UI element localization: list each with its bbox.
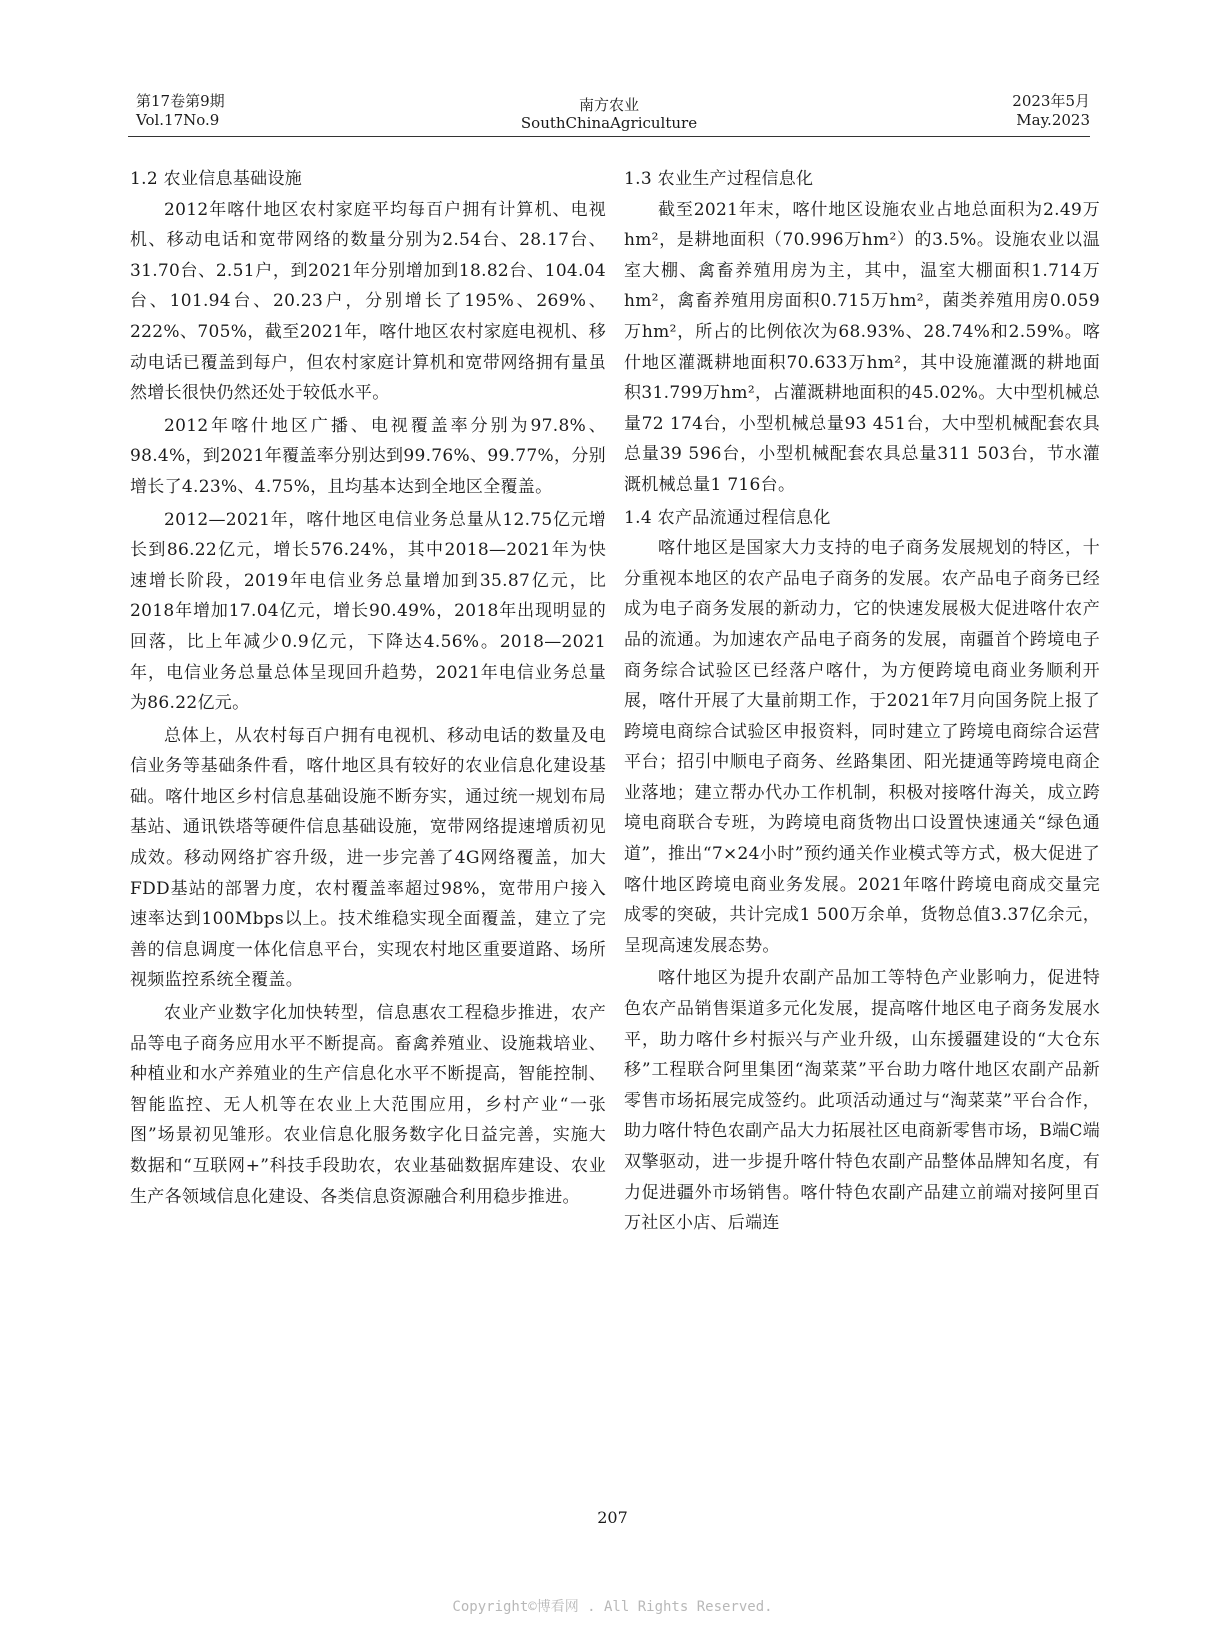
header-rule	[128, 136, 1090, 137]
paragraph: 总体上，从农村每百户拥有电视机、移动电话的数量及电信业务等基础条件看，喀什地区具有较好的农业信息化建设基础。喀什地区乡村信息基础设施不断夯实，通过统一规划布局基站、通讯铁塔等硬件信息基础设施，宽带网络提速增质初见成效。移动网络扩容升级，进一步完善了4G网络覆盖，加大FDD基站的部署力度，农村覆盖率超过98%，宽带用户接入速率达到100Mbps以上。技术维稳实现全面覆盖，建立了完善的信息调度一体化信息平台，实现农村地区重要道路、场所视频监控系统全覆盖。	[130, 725, 606, 991]
paragraph: 喀什地区为提升农副产品加工等特色产业影响力，促进特色农产品销售渠道多元化发展，提高喀什地区电子商务发展水平，助力喀什乡村振兴与产业升级，山东援疆建设的“大仓东移”工程联合阿里集团“淘菜菜”平台助力喀什地区农副产品新零售市场拓展完成签约。此项活动通过与“淘菜菜”平台合作，助力喀什特色农副产品大力拓展社区电商新零售市场，B端C端双擎驱动，进一步提升喀什特色农副产品整体品牌知名度，有力促进疆外市场销售。喀什特色农副产品建立前端对接阿里百万社区小店、后端连	[624, 968, 1100, 1234]
paragraph: 2012年喀什地区农村家庭平均每百户拥有计算机、电视机、移动电话和宽带网络的数量分别为2.54台、28.17台、31.70台、2.51户，到2021年分别增加到18.82台、104.04台、101.94台、20.23户，分别增长了195%、269%、222%、705%，截至2021年，喀什地区农村家庭电视机、移动电话已覆盖到每户，但农村家庭计算机和宽带网络拥有量虽然增长很快仍然还处于较低水平。	[130, 199, 606, 404]
journal-name-cn: 南方农业	[578, 96, 639, 114]
journal-title	[128, 96, 1090, 132]
issue-date	[1012, 92, 1090, 130]
right-column	[624, 164, 1100, 1241]
paragraph: 2012年喀什地区广播、电视覆盖率分别为97.8%、98.4%，到2021年覆盖率分别达到99.76%、99.77%，分别增长了4.23%、4.75%，且均基本达到全地区全覆盖。	[130, 415, 606, 497]
volume-en: Vol.17No.9	[136, 111, 220, 129]
date-cn: 2023年5月	[1012, 92, 1090, 110]
section-heading-1-3: 1.3 农业生产过程信息化	[624, 169, 814, 189]
paragraph: 2012—2021年，喀什地区电信业务总量从12.75亿元增长到86.22亿元，增长576.24%，其中2018—2021年为快速增长阶段，2019年电信业务总量增加到35.87亿元，比2018年增加17.04亿元，增长90.49%，2018年出现明显的回落，比上年减少0.9亿元，下降达4.56%。2018—2021年，电信业务总量总体呈现回升趋势，2021年电信业务总量为86.22亿元。	[130, 509, 606, 714]
section-heading-1-2: 1.2 农业信息基础设施	[130, 169, 303, 189]
page-number: 207	[597, 1508, 628, 1527]
paragraph: 农业产业数字化加快转型，信息惠农工程稳步推进，农产品等电子商务应用水平不断提高。畜禽养殖业、设施栽培业、种植业和水产养殖业的生产信息化水平不断提高，智能控制、智能监控、无人机等在农业上大范围应用，乡村产业“一张图”场景初见雏形。农业信息化服务数字化日益完善，实施大数据和“互联网+”科技手段助农，农业基础数据库建设、农业生产各领域信息化建设、各类信息资源融合利用稳步推进。	[130, 1003, 606, 1207]
section-heading-1-4: 1.4 农产品流通过程信息化	[624, 507, 831, 528]
paragraph: 截至2021年末，喀什地区设施农业占地总面积为2.49万hm²，是耕地面积（70.996万hm²）的3.5%。设施农业以温室大棚、禽畜养殖用房为主，其中，温室大棚面积1.714万hm²，禽畜养殖用房面积0.715万hm²，菌类养殖用房0.059万hm²，所占的比例依次为68.93%、28.74%和2.59%。喀什地区灌溉耕地面积70.633万hm²，其中设施灌溉的耕地面积31.799万hm²，占灌溉耕地面积的45.02%。大中型机械总量72 174台，小型机械总量93 451台，大中型机械配套农具总量39 596台，小型机械配套农具总量311 503台，节水灌溉机械总量1 716台。	[624, 199, 1100, 495]
journal-name-en: SouthChinaAgriculture	[520, 114, 698, 132]
left-column	[130, 164, 606, 1214]
paragraph: 喀什地区是国家大力支持的电子商务发展规划的特区，十分重视本地区的农产品电子商务的发展。农产品电子商务已经成为电子商务发展的新动力，它的快速发展极大促进喀什农产品的流通。为加速农产品电子商务的发展，南疆首个跨境电子商务综合试验区已经落户喀什，为方便跨境电商业务顺利开展，喀什开展了大量前期工作，于2021年7月向国务院上报了跨境电商综合试验区申报资料，同时建立了跨境电商综合运营平台；招引中顺电子商务、丝路集团、阳光捷通等跨境电商企业落地；建立帮办代办工作机制，积极对接喀什海关，成立跨境电商联合专班，为跨境电商货物出口设置快速通关“绿色通道”，推出“7×24小时”预约通关作业模式等方式，极大促进了喀什地区跨境电商业务发展。2021年喀什跨境电商成交量完成零的突破，共计完成1 500万余单，货物总值3.37亿余元，呈现高速发展态势。	[624, 538, 1100, 956]
page-header	[128, 92, 1090, 136]
date-en: May.2023	[1016, 111, 1090, 129]
copyright-notice: Copyright©博看网 . All Rights Reserved.	[452, 1599, 773, 1615]
volume-cn: 第17卷第9期	[136, 92, 225, 110]
